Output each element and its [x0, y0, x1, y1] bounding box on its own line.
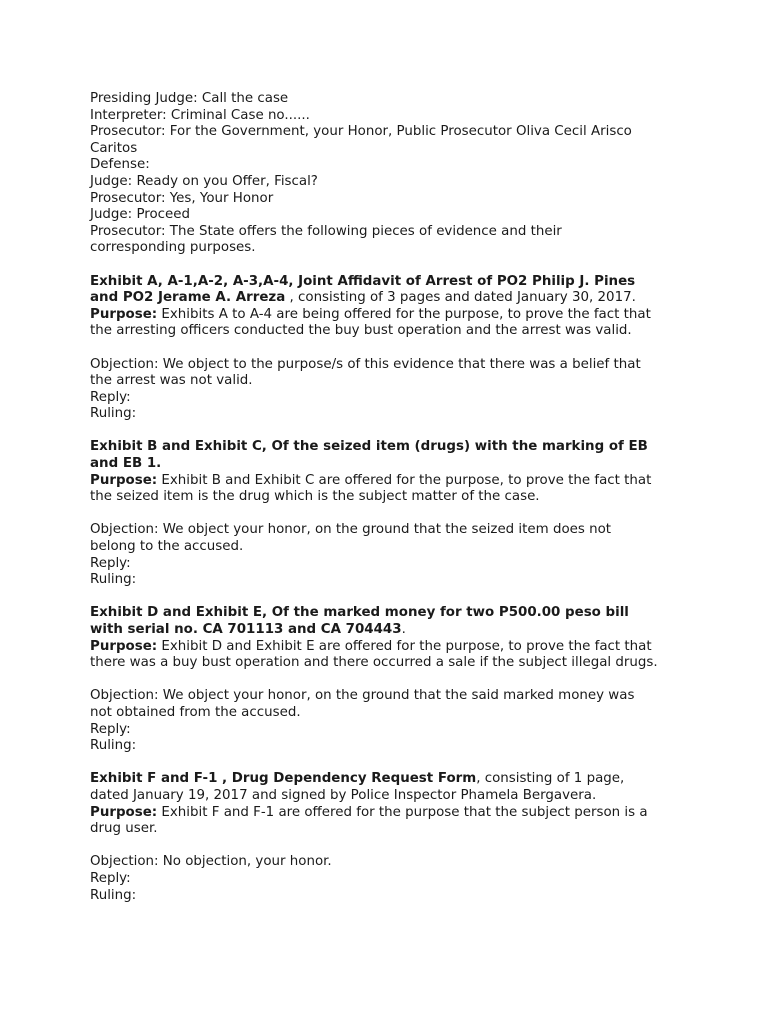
- exhibit-purpose: [90, 639, 690, 656]
- dialogue-line: Prosecutor: For the Government, your Honor, Public Prosecutor Oliva Cecil Arisco: [90, 124, 632, 140]
- exhibit-title-text: , consisting of 1 page,: [476, 771, 625, 787]
- exhibit-title-bold: Exhibit D and Exhibit E, Of the marked money for two P500.00 peso bill: [90, 605, 629, 621]
- exhibit-objection: Objection: We object to the purpose/s of this evidence that there was a belief that: [90, 356, 641, 372]
- exhibit-title-text: .: [401, 622, 406, 637]
- exhibit-ruling: Ruling:: [90, 572, 137, 588]
- exhibit-block-b: [90, 439, 690, 588]
- exhibit-title-bold: and EB 1.: [90, 456, 162, 472]
- dialogue-line: Presiding Judge: Call the case: [90, 91, 289, 106]
- exhibit-objection: Objection: We object your honor, on the ground that the said marked money was: [90, 688, 635, 704]
- spacer: [90, 755, 690, 772]
- exhibit-title: [90, 274, 690, 291]
- exhibit-purpose: [90, 805, 690, 822]
- spacer: [90, 838, 690, 855]
- document-page: [90, 91, 690, 904]
- exhibit-title-bold: Exhibit A, A-1,A-2, A-3,A-4, Joint Affidavit of Arrest of PO2 Philip J. Pines: [90, 273, 636, 289]
- exhibit-title: [90, 456, 690, 473]
- exhibit-purpose: drug user.: [90, 821, 158, 837]
- purpose-label: Purpose:: [90, 306, 158, 322]
- dialogue-block: [90, 91, 690, 257]
- exhibit-block-d: [90, 605, 690, 754]
- purpose-text: Exhibit D and Exhibit E are offered for the purpose, to prove the fact that: [157, 638, 652, 654]
- exhibit-objection: the arrest was not valid.: [90, 373, 253, 389]
- exhibit-objection: not obtained from the accused.: [90, 704, 301, 720]
- exhibit-block-f: [90, 771, 690, 904]
- exhibit-purpose: [90, 473, 690, 490]
- exhibit-title: dated January 19, 2017 and signed by Police Inspector Phamela Bergavera.: [90, 787, 597, 803]
- dialogue-line: Prosecutor: Yes, Your Honor: [90, 190, 274, 206]
- exhibit-title: [90, 622, 690, 639]
- exhibit-purpose: there was a buy bust operation and there occurred a sale if the subject illegal drugs.: [90, 655, 658, 671]
- exhibit-ruling: Ruling:: [90, 406, 137, 422]
- exhibit-reply: Reply:: [90, 721, 131, 737]
- exhibit-title-bold: Exhibit F and F-1 , Drug Dependency Request Form: [90, 771, 477, 787]
- exhibit-purpose: the seized item is the drug which is the subject matter of the case.: [90, 489, 540, 505]
- purpose-text: Exhibits A to A-4 are being offered for the purpose, to prove the fact that: [157, 306, 651, 322]
- exhibit-title: [90, 605, 690, 622]
- exhibit-block-a: [90, 274, 690, 423]
- exhibit-objection: Objection: No objection, your honor.: [90, 854, 332, 870]
- purpose-label: Purpose:: [90, 638, 158, 654]
- exhibit-title: [90, 771, 690, 788]
- dialogue-line: Judge: Ready on you Offer, Fiscal?: [90, 173, 318, 189]
- exhibit-title: [90, 439, 690, 456]
- dialogue-line: Defense:: [90, 157, 150, 173]
- dialogue-line: corresponding purposes.: [90, 240, 256, 256]
- exhibit-objection: Objection: We object your honor, on the ground that the seized item does not: [90, 522, 612, 538]
- spacer: [90, 506, 690, 523]
- dialogue-line: Prosecutor: The State offers the following pieces of evidence and their: [90, 223, 562, 239]
- exhibit-purpose: the arresting officers conducted the buy bust operation and the arrest was valid.: [90, 323, 632, 339]
- spacer: [90, 423, 690, 440]
- dialogue-line: Judge: Proceed: [90, 207, 191, 223]
- exhibit-ruling: Ruling:: [90, 887, 137, 903]
- spacer: [90, 257, 690, 274]
- exhibit-ruling: Ruling:: [90, 738, 137, 754]
- exhibit-title-bold: and PO2 Jerame A. Arreza: [90, 290, 286, 306]
- spacer: [90, 340, 690, 357]
- purpose-label: Purpose:: [90, 804, 158, 820]
- dialogue-line: Interpreter: Criminal Case no......: [90, 107, 310, 123]
- spacer: [90, 589, 690, 606]
- exhibit-objection: belong to the accused.: [90, 539, 244, 555]
- exhibit-reply: Reply:: [90, 389, 131, 405]
- exhibit-reply: Reply:: [90, 870, 131, 886]
- exhibit-reply: Reply:: [90, 555, 131, 571]
- exhibit-title-text: , consisting of 3 pages and dated January 30, 2017.: [285, 290, 636, 306]
- dialogue-line: Caritos: [90, 140, 138, 156]
- purpose-text: Exhibit B and Exhibit C are offered for the purpose, to prove the fact that: [157, 472, 652, 488]
- exhibit-title-bold: Exhibit B and Exhibit C, Of the seized item (drugs) with the marking of EB: [90, 439, 648, 455]
- exhibit-title-bold: with serial no. CA 701113 and CA 704443: [90, 622, 402, 637]
- purpose-label: Purpose:: [90, 472, 158, 488]
- exhibit-purpose: [90, 307, 690, 324]
- exhibit-title: [90, 290, 690, 307]
- spacer: [90, 672, 690, 689]
- purpose-text: Exhibit F and F-1 are offered for the purpose that the subject person is a: [157, 804, 648, 820]
